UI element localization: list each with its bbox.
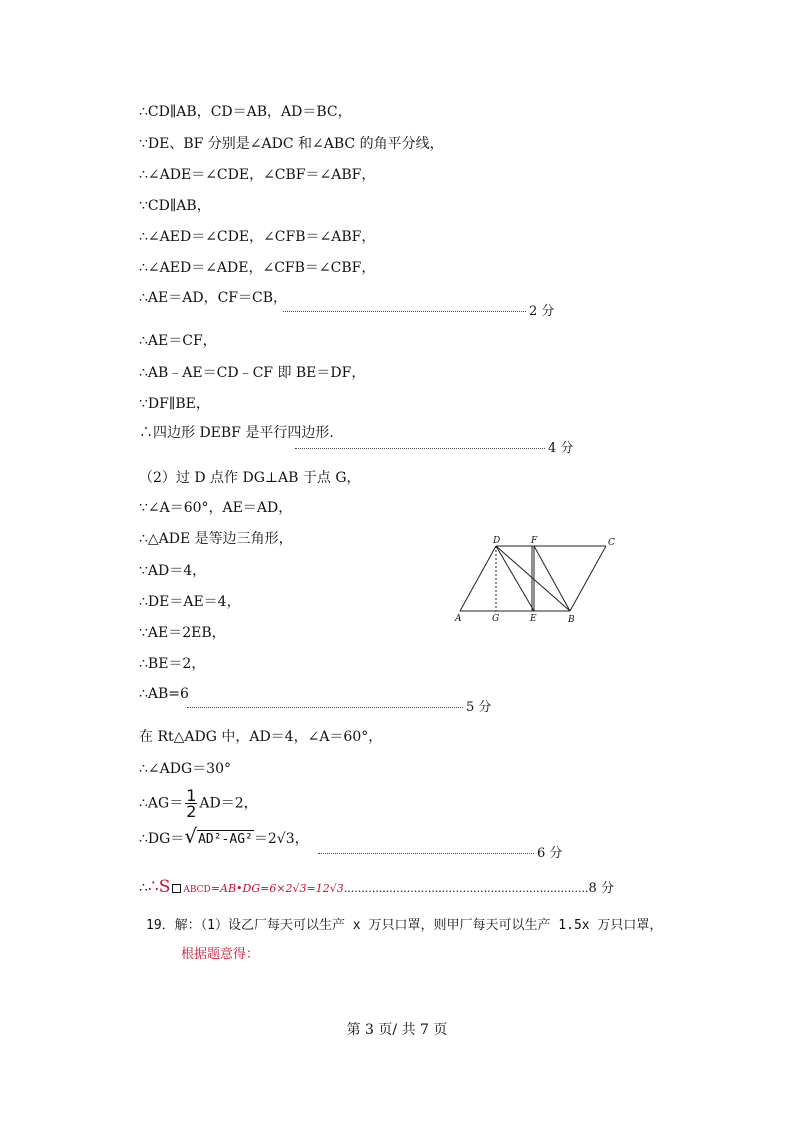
proof-line-21: ∴∠ADG＝30° <box>139 761 231 777</box>
square-glyph <box>172 884 181 893</box>
proof-line-13: ∵∠A＝60°，AE＝AD， <box>139 500 293 516</box>
proof-line-20: 在 Rt△ADG 中，AD＝4，∠A＝60°， <box>139 729 383 745</box>
label-D: D <box>493 536 501 546</box>
score-5: 5 分 <box>187 700 491 716</box>
proof-line-1: ∴CD∥AB，CD＝AB，AD＝BC， <box>139 104 352 120</box>
proof-line-5: ∴∠AED＝∠CDE，∠CFB＝∠ABF， <box>139 229 376 245</box>
question-19: 19．解：（1）设乙厂每天可以生产 x 万只口罩，则甲厂每天可以生产 1.5x 万只口罩， <box>146 918 663 933</box>
proof-line-4: ∵CD∥AB， <box>139 198 211 214</box>
proof-line-16: ∴DE＝AE＝4， <box>139 594 241 610</box>
proof-line-19: ∴AB=6 <box>139 686 189 702</box>
fraction-half: $\frac{1}{2}$ <box>186 786 197 821</box>
proof-line-17: ∵AE＝2EB， <box>139 625 226 641</box>
proof-line-12: （2）过 D 点作 DG⊥AB 于点 G， <box>139 470 361 486</box>
proof-line-2: ∵DE、BF 分别是∠ADC 和∠ABC 的角平分线， <box>139 136 444 152</box>
proof-line-18: ∴BE＝2， <box>139 656 206 672</box>
radicand: AD²-AG² <box>198 832 253 847</box>
label-A: A <box>455 614 462 624</box>
score-4: 4 分 <box>295 441 573 457</box>
label-G: G <box>492 614 500 624</box>
proof-line-9: ∴AB﹣AE＝CD﹣CF 即 BE＝DF， <box>139 365 366 381</box>
score-6: 6 分 <box>318 846 562 862</box>
label-C: C <box>608 538 615 548</box>
score-2: 2 分 <box>283 304 554 320</box>
proof-line-8: ∴AE＝CF， <box>139 333 217 349</box>
label-B: B <box>568 615 575 625</box>
label-F: F <box>531 536 538 546</box>
label-E: E <box>530 614 537 624</box>
page-footer: 第 3 页/ 共 7 页 <box>346 1022 448 1038</box>
proof-line-23: ∴DG＝√AD²-AG²＝2√3， <box>139 824 309 848</box>
question-19-setup: 根据题意得： <box>181 947 260 962</box>
radical-sign: √ <box>184 824 198 848</box>
proof-line-7: ∴AE＝AD，CF＝CB， <box>139 290 287 306</box>
proof-line-22: ∴AG＝ $\frac{1}{2}$ AD＝2， <box>139 786 258 821</box>
proof-line-6: ∴∠AED＝∠ADE，∠CFB＝∠CBF， <box>139 260 376 276</box>
proof-line-3: ∴∠ADE＝∠CDE，∠CBF＝∠ABF， <box>139 167 376 183</box>
proof-line-24: ∴∴S ABCD=AB•DG=6×2√3=12√3......................................................................8 分 <box>139 877 614 897</box>
proof-line-11: ∴四边形 DEBF 是平行四边形． <box>139 425 344 441</box>
proof-line-10: ∵DF∥BE， <box>139 396 210 412</box>
proof-line-14: ∴△ADE 是等边三角形， <box>139 531 293 547</box>
parallelogram-figure <box>450 530 625 628</box>
proof-line-15: ∵AD＝4， <box>139 563 207 579</box>
